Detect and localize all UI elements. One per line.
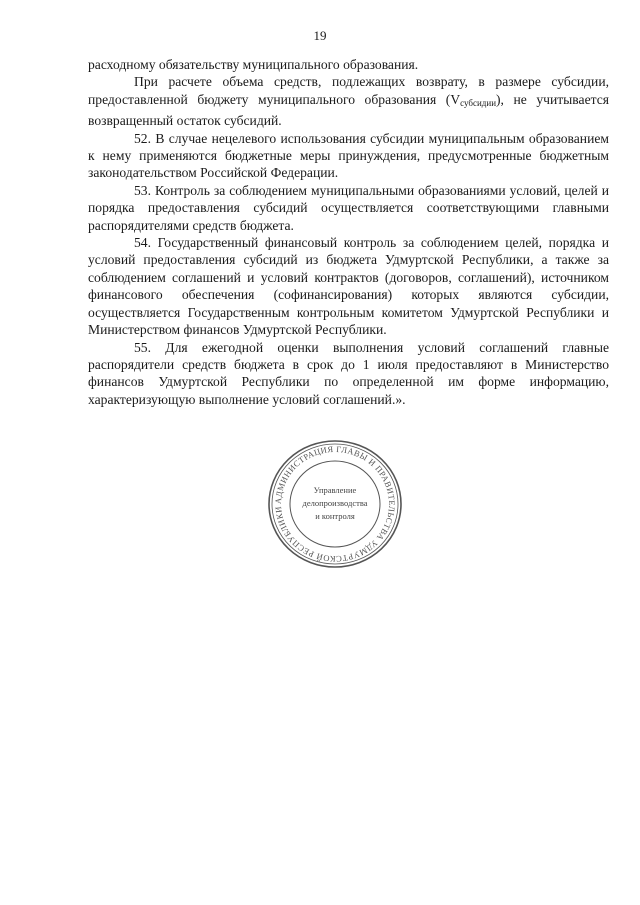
- document-body: [88, 56, 609, 408]
- stamp-line-1: Управление: [313, 485, 357, 495]
- paragraph-52: 52. В случае нецелевого использования субсидии муниципальным образованием к нему применяются бюджетные меры принуждения, предусмотренные бюджетным законодательством Российской Федерации.: [88, 130, 609, 181]
- paragraph-54: 54. Государственный финансовый контроль за соблюдением целей, порядка и условий предоставления субсидий из бюджета Удмуртской Республики, а также за соблюдением соглашений и условий контрактов (договоров, соглашений), источником финансового обеспечения (софинансирования) которых являются субсидии, осуществляется Государственным контрольным комитетом Удмуртской Республики и Министерством финансов Удмуртской Республики.: [88, 235, 609, 338]
- paragraph-subsidy-return: [88, 73, 609, 129]
- paragraph-continuation: расходному обязательству муниципального образования.: [88, 57, 419, 72]
- stamp-line-2: делопроизводства: [302, 498, 368, 508]
- paragraph-text-before: При расчете объема средств, подлежащих возврату, в размере субсидии, предоставленной бюджету муниципального образования (V: [88, 74, 609, 107]
- stamp-line-3: и контроля: [315, 511, 355, 521]
- official-stamp: [262, 436, 408, 572]
- paragraph-55: 55. Для ежегодной оценки выполнения условий соглашений главные распорядители средств бюджета в срок до 1 июля предоставляют в Министерство финансов Удмуртской Республики по определенной им форме информацию, характеризующую выполнение условий соглашений.».: [88, 339, 609, 407]
- subscript-subsidy: субсидии: [460, 97, 497, 108]
- paragraph-53: 53. Контроль за соблюдением муниципальными образованиями условий, целей и порядка предоставления субсидий осуществляется соответствующими главными распорядителями средств бюджета.: [88, 182, 609, 233]
- stamp-seal-graphic: [262, 436, 408, 572]
- stamp-ring-text: АДМИНИСТРАЦИЯ ГЛАВЫ И ПРАВИТЕЛЬСТВА УДМУРТСКОЙ РЕСПУБЛИКИ: [272, 443, 398, 565]
- page-number: 19: [313, 28, 327, 43]
- paragraph-text-after: ), не учитывается возвращенный остаток субсидий.: [88, 91, 610, 129]
